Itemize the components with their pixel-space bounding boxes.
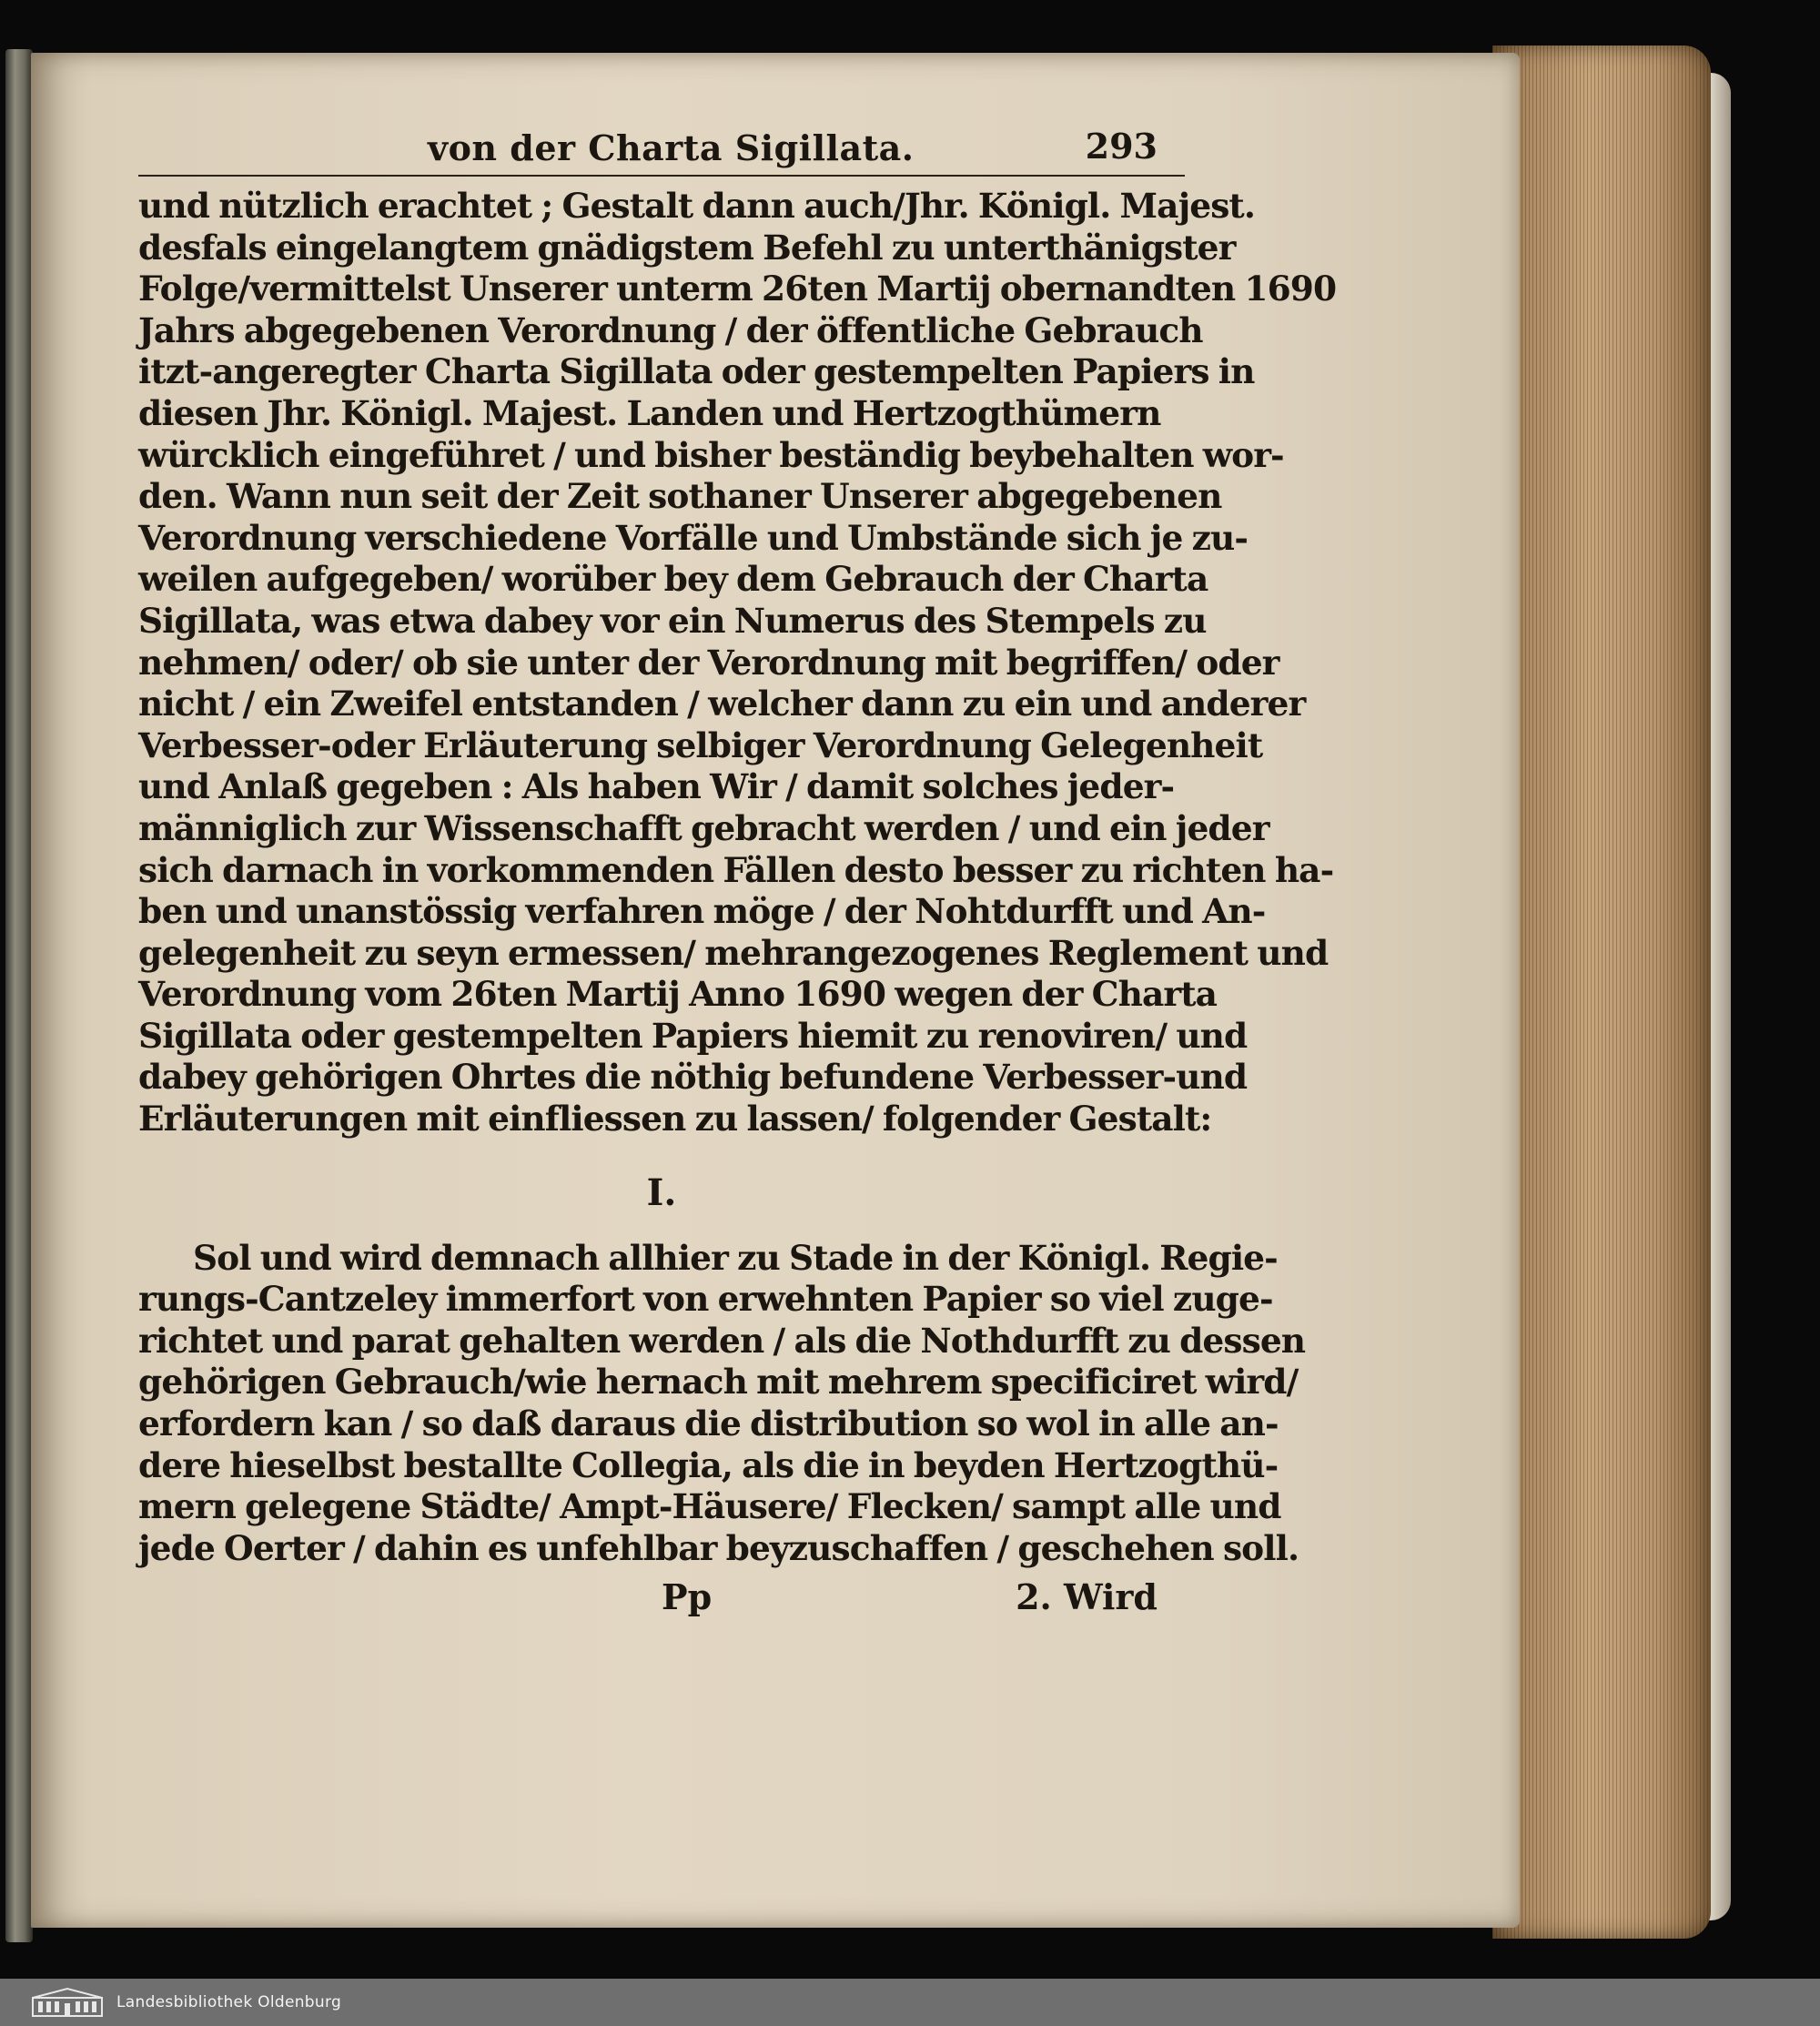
text-line: diesen Jhr. Königl. Majest. Landen und Hertzogthümern [138,392,1161,433]
text-line: erfordern kan / so daß daraus die distribution so wol in alle an- [138,1403,1279,1444]
text-line: Sigillata oder gestempelten Papiers hiemit zu renoviren/ und [138,1015,1248,1056]
text-line: Folge/vermittelst Unserer unterm 26ten Martij obernandten 1690 [138,268,1337,309]
library-name: Landesbibliothek Oldenburg [116,1993,342,2011]
text-line: gehörigen Gebrauch/wie hernach mit mehrem specificiret wird/ [138,1362,1299,1403]
text-line: und Anlaß gegeben : Als haben Wir / damit solches jeder- [138,766,1175,807]
page-fore-edge [1492,46,1711,1939]
text-line: Sol und wird demnach allhier zu Stade in der Königl. Regie- [193,1237,1278,1278]
text-line: Verordnung verschiedene Vorfälle und Umbstände sich je zu- [138,517,1249,558]
text-line: dere hieselbst bestallte Collegia, als die in beyden Hertzogthü- [138,1444,1279,1485]
text-line: rungs-Cantzeley immerfort von erwehnten Papier so viel zuge- [138,1279,1273,1320]
text-line: gelegenheit zu seyn ermessen/ mehrangezogenes Reglement und [138,932,1329,973]
text-line: jede Oerter / dahin es unfehlbar beyzuschaffen / geschehen soll. [138,1527,1299,1568]
text-line: richtet und parat gehalten werden / als die Nothdurfft zu dessen [138,1320,1306,1361]
text-line: Erläuterungen mit einfliessen zu lassen/ folgender Gestalt: [138,1099,1212,1140]
library-footer [0,1979,1820,2026]
text-line: weilen aufgegeben/ worüber bey dem Gebrauch der Charta [138,559,1208,600]
text-line: nehmen/ oder/ ob sie unter der Verordnung mit begriffen/ oder [138,642,1279,683]
text-line: desfals eingelangtem gnädigstem Befehl zu unterthänigster [138,227,1236,268]
body-paragraph [138,186,1337,1140]
page-foot [138,1576,1185,1622]
text-line: itzt-angeregter Charta Sigillata oder gestempelten Papiers in [138,351,1255,392]
library-building-icon [29,1985,106,2020]
running-head [138,124,1185,177]
running-title: von der Charta Sigillata. [428,127,915,168]
text-line: männiglich zur Wissenschafft gebracht werden / und ein jeder [138,807,1269,848]
text-line: Sigillata, was etwa dabey vor ein Numerus des Stempels zu [138,600,1207,641]
text-line: Verbesser-oder Erläuterung selbiger Verordnung Gelegenheit [138,724,1263,765]
signature-mark: Pp [662,1576,713,1618]
text-line: Verordnung vom 26ten Martij Anno 1690 wegen der Charta [138,974,1218,1015]
text-line: dabey gehörigen Ohrtes die nöthig befundene Verbesser-und [138,1057,1248,1098]
text-line: mern gelegene Städte/ Ampt-Häusere/ Flecken/ sampt alle und [138,1486,1281,1527]
section-number: I. [646,1170,677,1214]
text-line: sich darnach in vorkommenden Fällen desto besser zu richten ha- [138,849,1334,890]
section-paragraph [138,1237,1306,1570]
text-line: nicht / ein Zweifel entstanden / welcher dann zu ein und anderer [138,684,1306,724]
catchword: 2. Wird [1016,1576,1158,1618]
text-line: ben und unanstössig verfahren möge / der Nohtdurfft und An- [138,891,1266,932]
text-line: und nützlich erachtet ; Gestalt dann auch/Jhr. Königl. Majest. [138,186,1255,226]
text-line: Jahrs abgegebenen Verordnung / der öffentliche Gebrauch [138,309,1203,350]
previous-leaf-edge [5,49,33,1942]
page-text [138,124,1337,1622]
text-line: den. Wann nun seit der Zeit sothaner Unserer abgegebenen [138,476,1222,517]
text-line: würcklich eingeführet / und bisher beständig beybehalten wor- [138,434,1284,475]
page-number: 293 [1085,126,1158,167]
